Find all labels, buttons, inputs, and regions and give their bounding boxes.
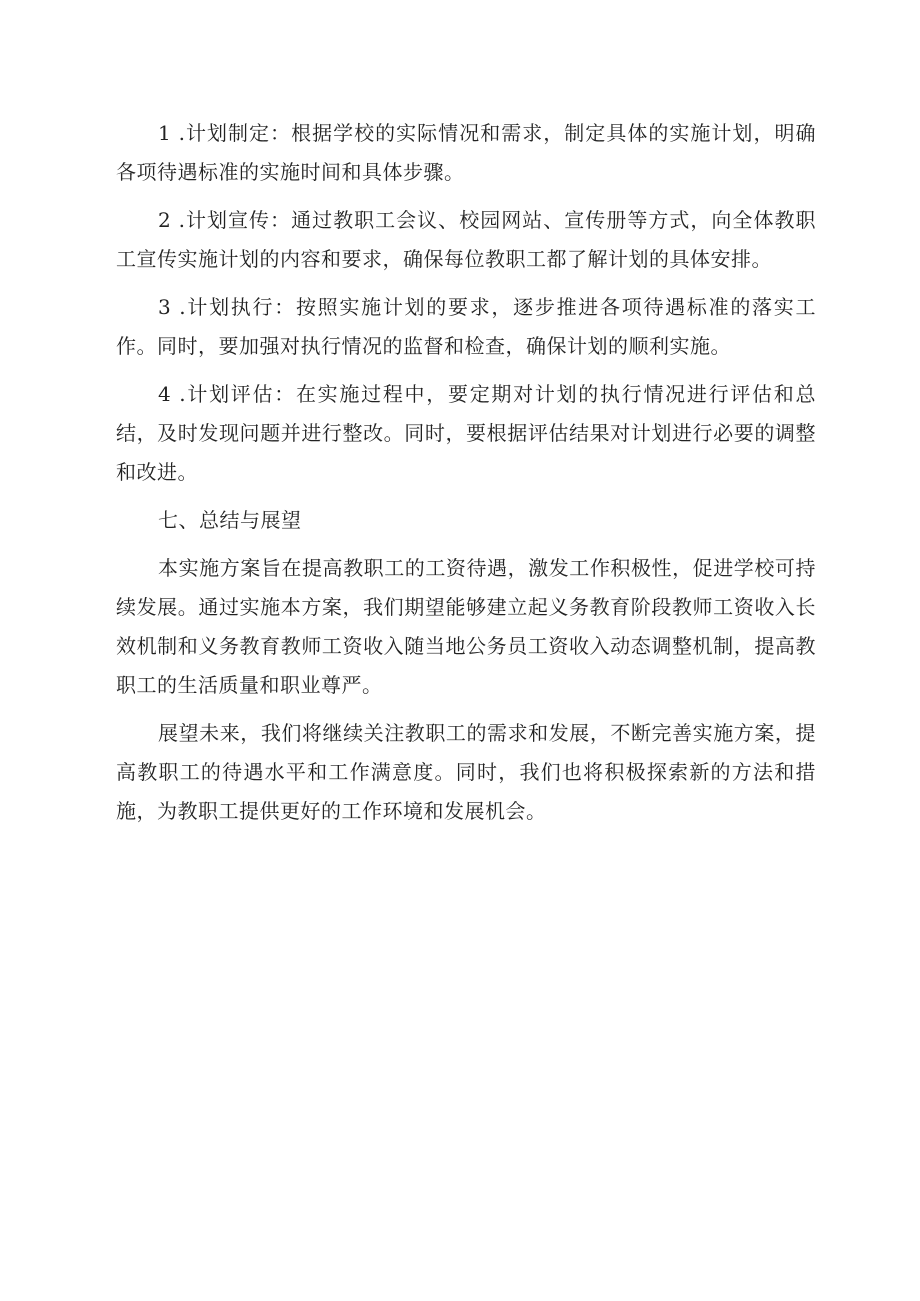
section-heading: 七、总结与展望 xyxy=(158,508,302,532)
plan-step-2: 2 .计划宣传：通过教职工会议、校园网站、宣传册等方式，向全体教职工宣传实施计划的内容和要求，确保每位教职工都了解计划的具体安排。 xyxy=(116,208,816,271)
summary-paragraph: 本实施方案旨在提高教职工的工资待遇，激发工作积极性，促进学校可持续发展。通过实施本方案，我们期望能够建立起义务教育阶段教师工资收入长效机制和义务教育教师工资收入随当地公务员工资收入动态调整机制，提高教职工的生活质量和职业尊严。 xyxy=(116,556,816,697)
document-body xyxy=(116,114,816,840)
plan-step-1: 1 .计划制定：根据学校的实际情况和需求，制定具体的实施计划，明确各项待遇标准的实施时间和具体步骤。 xyxy=(116,121,816,184)
outlook-paragraph: 展望未来，我们将继续关注教职工的需求和发展，不断完善实施方案，提高教职工的待遇水平和工作满意度。同时，我们也将积极探索新的方法和措施，为教职工提供更好的工作环境和发展机会。 xyxy=(116,721,816,823)
plan-step-3: 3 .计划执行：按照实施计划的要求，逐步推进各项待遇标准的落实工作。同时，要加强对执行情况的监督和检查，确保计划的顺利实施。 xyxy=(116,295,816,358)
plan-step-4: 4 .计划评估：在实施过程中，要定期对计划的执行情况进行评估和总结，及时发现问题并进行整改。同时，要根据评估结果对计划进行必要的调整和改进。 xyxy=(116,382,816,484)
